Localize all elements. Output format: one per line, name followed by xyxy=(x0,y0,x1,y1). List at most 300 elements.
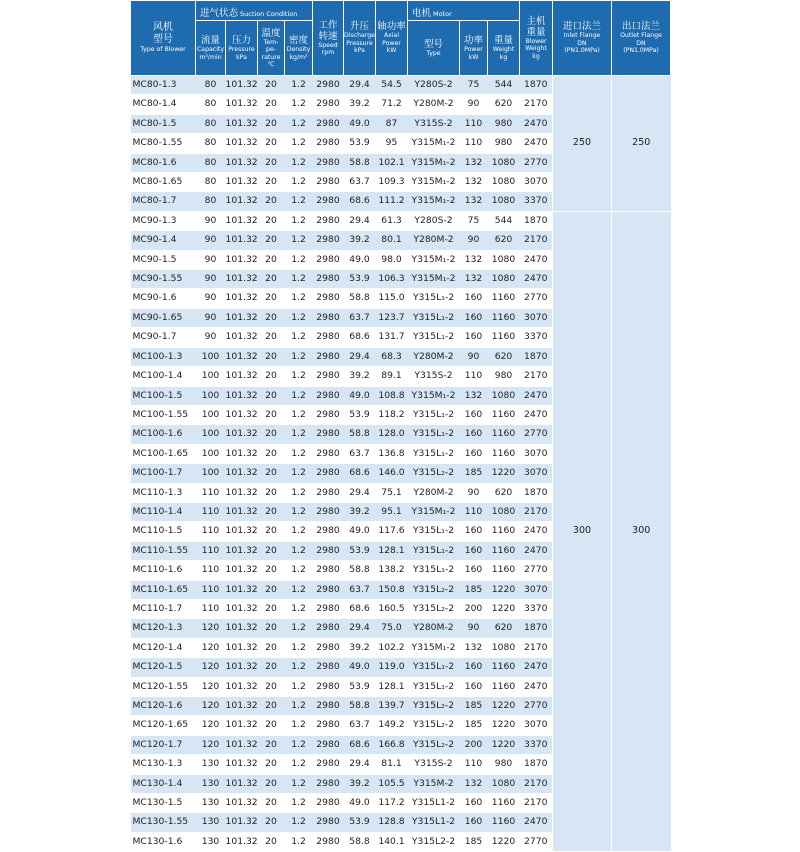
cell-discharge: 63.7 xyxy=(344,580,376,599)
cell-motor-type: Y315M₁-2 xyxy=(408,173,460,192)
header-discharge-en2: Pressure xyxy=(346,39,373,47)
cell-model: MC110-1.3 xyxy=(131,483,196,502)
cell-axial-power: 150.8 xyxy=(376,580,408,599)
cell-motor-weight: 1220 xyxy=(488,599,520,618)
cell-motor-power: 132 xyxy=(460,250,488,269)
cell-blower-weight: 2170 xyxy=(520,794,553,813)
header-outlet-en1: Outlet Flange xyxy=(620,32,662,40)
cell-motor-weight: 1160 xyxy=(488,813,520,832)
cell-temperature: 20 xyxy=(258,405,285,424)
cell-speed: 2980 xyxy=(313,173,344,192)
cell-speed: 2980 xyxy=(313,580,344,599)
header-capacity-en2: m³/min xyxy=(199,53,222,61)
header-motor-power-en1: Power xyxy=(464,46,483,53)
cell-axial-power: 166.8 xyxy=(376,735,408,754)
cell-motor-weight: 980 xyxy=(488,367,520,386)
cell-density: 1.2 xyxy=(285,483,313,502)
cell-pressure: 101.32 xyxy=(226,114,258,133)
cell-capacity: 120 xyxy=(196,735,226,754)
cell-capacity: 100 xyxy=(196,347,226,366)
cell-capacity: 100 xyxy=(196,367,226,386)
cell-capacity: 90 xyxy=(196,211,226,230)
cell-blower-weight: 1870 xyxy=(520,755,553,774)
cell-temperature: 20 xyxy=(258,735,285,754)
cell-axial-power: 136.8 xyxy=(376,444,408,463)
cell-motor-type: Y315M₁-2 xyxy=(408,153,460,172)
cell-pressure: 101.32 xyxy=(226,289,258,308)
cell-motor-power: 160 xyxy=(460,541,488,560)
cell-discharge: 58.8 xyxy=(344,832,376,851)
cell-density: 1.2 xyxy=(285,308,313,327)
cell-temperature: 20 xyxy=(258,561,285,580)
cell-density: 1.2 xyxy=(285,522,313,541)
cell-motor-weight: 1160 xyxy=(488,522,520,541)
cell-pressure: 101.32 xyxy=(226,173,258,192)
cell-temperature: 20 xyxy=(258,270,285,289)
cell-blower-weight: 2770 xyxy=(520,832,553,851)
header-outlet-cn: 出口法兰 xyxy=(621,21,660,33)
cell-axial-power: 138.2 xyxy=(376,561,408,580)
cell-speed: 2980 xyxy=(313,561,344,580)
header-suction-group xyxy=(196,1,313,21)
cell-discharge: 49.0 xyxy=(344,794,376,813)
cell-motor-power: 200 xyxy=(460,735,488,754)
cell-motor-power: 90 xyxy=(460,231,488,250)
header-motor-en: Motor xyxy=(433,10,452,18)
cell-temperature: 20 xyxy=(258,444,285,463)
cell-model: MC100-1.4 xyxy=(131,367,196,386)
cell-speed: 2980 xyxy=(313,211,344,230)
table-row xyxy=(131,76,671,95)
cell-temperature: 20 xyxy=(258,153,285,172)
table-row xyxy=(131,211,671,230)
cell-motor-weight: 620 xyxy=(488,483,520,502)
cell-capacity: 130 xyxy=(196,794,226,813)
cell-model: MC100-1.5 xyxy=(131,386,196,405)
cell-blower-weight: 3370 xyxy=(520,735,553,754)
cell-pressure: 101.32 xyxy=(226,716,258,735)
cell-pressure: 101.32 xyxy=(226,270,258,289)
cell-speed: 2980 xyxy=(313,658,344,677)
cell-pressure: 101.32 xyxy=(226,192,258,211)
cell-motor-type: Y315M₁-2 xyxy=(408,270,460,289)
cell-axial-power: 128.1 xyxy=(376,677,408,696)
cell-motor-type: Y315L₂-2 xyxy=(408,599,460,618)
cell-axial-power: 119.0 xyxy=(376,658,408,677)
cell-discharge: 58.8 xyxy=(344,425,376,444)
cell-temperature: 20 xyxy=(258,114,285,133)
cell-motor-power: 160 xyxy=(460,522,488,541)
cell-pressure: 101.32 xyxy=(226,658,258,677)
cell-motor-weight: 980 xyxy=(488,134,520,153)
cell-motor-type: Y315M₁-2 xyxy=(408,638,460,657)
cell-blower-weight: 1870 xyxy=(520,483,553,502)
cell-motor-weight: 620 xyxy=(488,619,520,638)
cell-model: MC90-1.4 xyxy=(131,231,196,250)
cell-motor-type: Y315L₁-2 xyxy=(408,425,460,444)
cell-density: 1.2 xyxy=(285,347,313,366)
cell-axial-power: 75.0 xyxy=(376,619,408,638)
cell-blower-weight: 3070 xyxy=(520,464,553,483)
cell-motor-weight: 1220 xyxy=(488,580,520,599)
cell-density: 1.2 xyxy=(285,619,313,638)
cell-speed: 2980 xyxy=(313,405,344,424)
cell-motor-type: Y315L₁-2 xyxy=(408,677,460,696)
cell-density: 1.2 xyxy=(285,173,313,192)
cell-speed: 2980 xyxy=(313,735,344,754)
cell-motor-type: Y315M₁-2 xyxy=(408,502,460,521)
cell-motor-weight: 1080 xyxy=(488,270,520,289)
cell-pressure: 101.32 xyxy=(226,735,258,754)
blower-spec-table xyxy=(130,0,671,852)
cell-motor-power: 90 xyxy=(460,483,488,502)
header-motor-power-cn: 功率 xyxy=(463,35,483,46)
cell-density: 1.2 xyxy=(285,134,313,153)
cell-axial-power: 87 xyxy=(376,114,408,133)
cell-density: 1.2 xyxy=(285,561,313,580)
cell-axial-power: 54.5 xyxy=(376,76,408,95)
cell-speed: 2980 xyxy=(313,231,344,250)
cell-motor-type: Y315M₁-2 xyxy=(408,134,460,153)
cell-model: MC80-1.65 xyxy=(131,173,196,192)
cell-pressure: 101.32 xyxy=(226,153,258,172)
cell-motor-power: 90 xyxy=(460,95,488,114)
cell-motor-power: 75 xyxy=(460,76,488,95)
cell-discharge: 63.7 xyxy=(344,444,376,463)
cell-blower-weight: 2470 xyxy=(520,405,553,424)
cell-speed: 2980 xyxy=(313,289,344,308)
cell-discharge: 68.6 xyxy=(344,735,376,754)
cell-blower-weight: 2170 xyxy=(520,502,553,521)
cell-motor-power: 132 xyxy=(460,153,488,172)
cell-axial-power: 95.1 xyxy=(376,502,408,521)
cell-speed: 2980 xyxy=(313,270,344,289)
cell-motor-power: 160 xyxy=(460,813,488,832)
header-motor-weight-en1: Weight xyxy=(492,46,515,53)
cell-pressure: 101.32 xyxy=(226,95,258,114)
cell-speed: 2980 xyxy=(313,483,344,502)
cell-temperature: 20 xyxy=(258,794,285,813)
cell-capacity: 100 xyxy=(196,444,226,463)
cell-motor-type: Y280M-2 xyxy=(408,95,460,114)
header-discharge-cn: 升压 xyxy=(349,21,369,33)
cell-motor-power: 185 xyxy=(460,716,488,735)
cell-speed: 2980 xyxy=(313,192,344,211)
cell-motor-type: Y315M-2 xyxy=(408,774,460,793)
cell-blower-weight: 3070 xyxy=(520,580,553,599)
cell-motor-type: Y315L₂-2 xyxy=(408,580,460,599)
cell-capacity: 90 xyxy=(196,270,226,289)
cell-model: MC110-1.7 xyxy=(131,599,196,618)
cell-motor-power: 75 xyxy=(460,211,488,230)
cell-motor-power: 132 xyxy=(460,638,488,657)
cell-capacity: 100 xyxy=(196,405,226,424)
cell-pressure: 101.32 xyxy=(226,599,258,618)
cell-temperature: 20 xyxy=(258,716,285,735)
cell-capacity: 110 xyxy=(196,541,226,560)
cell-axial-power: 68.3 xyxy=(376,347,408,366)
cell-motor-type: Y315L₁-2 xyxy=(408,522,460,541)
cell-motor-type: Y315M₁-2 xyxy=(408,386,460,405)
cell-motor-power: 90 xyxy=(460,347,488,366)
cell-motor-type: Y315M₁-2 xyxy=(408,250,460,269)
cell-density: 1.2 xyxy=(285,405,313,424)
cell-motor-power: 185 xyxy=(460,832,488,851)
cell-discharge: 68.6 xyxy=(344,599,376,618)
cell-speed: 2980 xyxy=(313,464,344,483)
cell-discharge: 39.2 xyxy=(344,774,376,793)
cell-motor-weight: 1160 xyxy=(488,328,520,347)
cell-motor-weight: 1080 xyxy=(488,192,520,211)
cell-capacity: 110 xyxy=(196,522,226,541)
cell-motor-weight: 1220 xyxy=(488,464,520,483)
cell-motor-type: Y280M-2 xyxy=(408,347,460,366)
cell-density: 1.2 xyxy=(285,444,313,463)
cell-blower-weight: 2170 xyxy=(520,95,553,114)
cell-motor-weight: 980 xyxy=(488,755,520,774)
cell-motor-weight: 1160 xyxy=(488,308,520,327)
cell-axial-power: 131.7 xyxy=(376,328,408,347)
cell-model: MC80-1.55 xyxy=(131,134,196,153)
cell-pressure: 101.32 xyxy=(226,347,258,366)
cell-capacity: 110 xyxy=(196,483,226,502)
cell-outlet-flange: 250 xyxy=(612,76,671,212)
cell-density: 1.2 xyxy=(285,813,313,832)
cell-motor-weight: 1080 xyxy=(488,386,520,405)
cell-capacity: 80 xyxy=(196,173,226,192)
header-outlet-en3: (PN1.0MPa) xyxy=(623,47,659,55)
cell-axial-power: 160.5 xyxy=(376,599,408,618)
cell-speed: 2980 xyxy=(313,794,344,813)
cell-pressure: 101.32 xyxy=(226,134,258,153)
cell-temperature: 20 xyxy=(258,522,285,541)
cell-temperature: 20 xyxy=(258,599,285,618)
cell-temperature: 20 xyxy=(258,192,285,211)
cell-pressure: 101.32 xyxy=(226,580,258,599)
cell-axial-power: 109.3 xyxy=(376,173,408,192)
cell-discharge: 49.0 xyxy=(344,386,376,405)
header-model-en: Type of Blower xyxy=(140,46,186,54)
cell-density: 1.2 xyxy=(285,658,313,677)
header-temperature-en3: rature xyxy=(261,53,281,61)
cell-pressure: 101.32 xyxy=(226,561,258,580)
cell-blower-weight: 3370 xyxy=(520,192,553,211)
header-pressure-en2: kPa xyxy=(236,53,247,61)
header-speed-cn1: 工作 xyxy=(318,19,338,31)
cell-temperature: 20 xyxy=(258,483,285,502)
cell-capacity: 130 xyxy=(196,813,226,832)
cell-pressure: 101.32 xyxy=(226,677,258,696)
cell-speed: 2980 xyxy=(313,522,344,541)
cell-density: 1.2 xyxy=(285,386,313,405)
cell-speed: 2980 xyxy=(313,134,344,153)
cell-motor-type: Y315L₂-2 xyxy=(408,716,460,735)
header-model xyxy=(131,1,196,76)
cell-capacity: 100 xyxy=(196,386,226,405)
cell-blower-weight: 2470 xyxy=(520,813,553,832)
cell-blower-weight: 2170 xyxy=(520,638,553,657)
cell-discharge: 58.8 xyxy=(344,561,376,580)
cell-motor-weight: 1080 xyxy=(488,173,520,192)
cell-model: MC100-1.65 xyxy=(131,444,196,463)
header-pressure-en1: Pressure xyxy=(228,46,255,53)
cell-discharge: 39.2 xyxy=(344,367,376,386)
cell-motor-type: Y315L₁-2 xyxy=(408,541,460,560)
header-suction-cn: 进气状态 xyxy=(200,8,239,19)
cell-motor-power: 132 xyxy=(460,173,488,192)
cell-motor-power: 160 xyxy=(460,308,488,327)
cell-motor-weight: 1080 xyxy=(488,774,520,793)
header-motor-power xyxy=(460,21,488,76)
header-inlet-en2: DN xyxy=(577,39,587,47)
cell-discharge: 39.2 xyxy=(344,638,376,657)
cell-blower-weight: 3070 xyxy=(520,173,553,192)
cell-motor-weight: 1220 xyxy=(488,735,520,754)
cell-density: 1.2 xyxy=(285,114,313,133)
cell-capacity: 120 xyxy=(196,658,226,677)
cell-motor-power: 160 xyxy=(460,561,488,580)
cell-blower-weight: 2770 xyxy=(520,289,553,308)
header-discharge-en1: Discharge xyxy=(344,32,375,40)
cell-discharge: 39.2 xyxy=(344,231,376,250)
header-density-cn: 密度 xyxy=(288,35,308,46)
cell-density: 1.2 xyxy=(285,192,313,211)
cell-capacity: 120 xyxy=(196,716,226,735)
cell-speed: 2980 xyxy=(313,774,344,793)
cell-temperature: 20 xyxy=(258,541,285,560)
cell-pressure: 101.32 xyxy=(226,619,258,638)
header-inlet-flange xyxy=(553,1,612,76)
cell-speed: 2980 xyxy=(313,638,344,657)
cell-pressure: 101.32 xyxy=(226,464,258,483)
cell-pressure: 101.32 xyxy=(226,425,258,444)
header-outlet-en2: DN xyxy=(636,39,646,47)
cell-capacity: 130 xyxy=(196,832,226,851)
blower-spec-sheet xyxy=(130,0,670,852)
cell-temperature: 20 xyxy=(258,464,285,483)
cell-pressure: 101.32 xyxy=(226,328,258,347)
cell-discharge: 63.7 xyxy=(344,173,376,192)
cell-pressure: 101.32 xyxy=(226,502,258,521)
cell-motor-power: 110 xyxy=(460,367,488,386)
cell-density: 1.2 xyxy=(285,541,313,560)
cell-motor-type: Y315M₁-2 xyxy=(408,192,460,211)
cell-blower-weight: 3070 xyxy=(520,716,553,735)
cell-motor-power: 185 xyxy=(460,697,488,716)
cell-speed: 2980 xyxy=(313,599,344,618)
cell-temperature: 20 xyxy=(258,658,285,677)
cell-discharge: 49.0 xyxy=(344,250,376,269)
cell-discharge: 29.4 xyxy=(344,211,376,230)
header-motor-type xyxy=(408,21,460,76)
cell-pressure: 101.32 xyxy=(226,405,258,424)
cell-motor-weight: 1080 xyxy=(488,502,520,521)
cell-model: MC100-1.3 xyxy=(131,347,196,366)
cell-capacity: 90 xyxy=(196,308,226,327)
cell-discharge: 53.9 xyxy=(344,677,376,696)
cell-temperature: 20 xyxy=(258,697,285,716)
cell-axial-power: 95 xyxy=(376,134,408,153)
cell-speed: 2980 xyxy=(313,308,344,327)
cell-pressure: 101.32 xyxy=(226,386,258,405)
header-blower-weight xyxy=(520,1,553,76)
cell-model: MC90-1.3 xyxy=(131,211,196,230)
cell-discharge: 39.2 xyxy=(344,502,376,521)
cell-discharge: 29.4 xyxy=(344,619,376,638)
cell-capacity: 90 xyxy=(196,328,226,347)
cell-blower-weight: 2770 xyxy=(520,561,553,580)
header-discharge xyxy=(344,1,376,76)
cell-density: 1.2 xyxy=(285,580,313,599)
cell-temperature: 20 xyxy=(258,677,285,696)
cell-discharge: 29.4 xyxy=(344,347,376,366)
cell-axial-power: 115.0 xyxy=(376,289,408,308)
cell-axial-power: 149.2 xyxy=(376,716,408,735)
header-speed-en2: rpm xyxy=(321,49,335,56)
cell-speed: 2980 xyxy=(313,250,344,269)
cell-capacity: 110 xyxy=(196,502,226,521)
cell-outlet-flange: 300 xyxy=(612,211,671,851)
header-axial-power-en2: Power xyxy=(382,39,401,47)
cell-blower-weight: 2170 xyxy=(520,774,553,793)
cell-model: MC80-1.6 xyxy=(131,153,196,172)
cell-density: 1.2 xyxy=(285,755,313,774)
cell-capacity: 130 xyxy=(196,774,226,793)
cell-capacity: 90 xyxy=(196,231,226,250)
header-model-cn: 风机 型号 xyxy=(153,22,173,46)
cell-model: MC90-1.55 xyxy=(131,270,196,289)
cell-density: 1.2 xyxy=(285,735,313,754)
cell-motor-power: 132 xyxy=(460,192,488,211)
cell-model: MC120-1.5 xyxy=(131,658,196,677)
cell-axial-power: 118.2 xyxy=(376,405,408,424)
cell-blower-weight: 3070 xyxy=(520,444,553,463)
cell-motor-type: Y280M-2 xyxy=(408,619,460,638)
cell-motor-power: 160 xyxy=(460,794,488,813)
cell-blower-weight: 1870 xyxy=(520,347,553,366)
cell-motor-power: 110 xyxy=(460,114,488,133)
cell-model: MC130-1.5 xyxy=(131,794,196,813)
cell-motor-weight: 1160 xyxy=(488,541,520,560)
cell-motor-power: 160 xyxy=(460,444,488,463)
cell-model: MC120-1.65 xyxy=(131,716,196,735)
cell-blower-weight: 2470 xyxy=(520,541,553,560)
cell-density: 1.2 xyxy=(285,367,313,386)
cell-axial-power: 139.7 xyxy=(376,697,408,716)
cell-model: MC90-1.7 xyxy=(131,328,196,347)
cell-capacity: 120 xyxy=(196,638,226,657)
cell-axial-power: 106.3 xyxy=(376,270,408,289)
cell-discharge: 68.6 xyxy=(344,192,376,211)
cell-motor-type: Y315L₁-2 xyxy=(408,658,460,677)
cell-motor-type: Y280S-2 xyxy=(408,211,460,230)
header-blower-weight-en3: kg xyxy=(532,52,540,60)
cell-motor-weight: 1080 xyxy=(488,153,520,172)
cell-model: MC130-1.55 xyxy=(131,813,196,832)
cell-model: MC120-1.6 xyxy=(131,697,196,716)
cell-motor-type: Y315L₁-2 xyxy=(408,561,460,580)
cell-speed: 2980 xyxy=(313,328,344,347)
cell-blower-weight: 2170 xyxy=(520,367,553,386)
cell-temperature: 20 xyxy=(258,134,285,153)
cell-capacity: 100 xyxy=(196,425,226,444)
cell-pressure: 101.32 xyxy=(226,211,258,230)
cell-capacity: 80 xyxy=(196,153,226,172)
cell-motor-type: Y315L₁-2 xyxy=(408,444,460,463)
cell-capacity: 80 xyxy=(196,134,226,153)
header-axial-power-en1: Axial xyxy=(383,32,400,40)
cell-speed: 2980 xyxy=(313,541,344,560)
